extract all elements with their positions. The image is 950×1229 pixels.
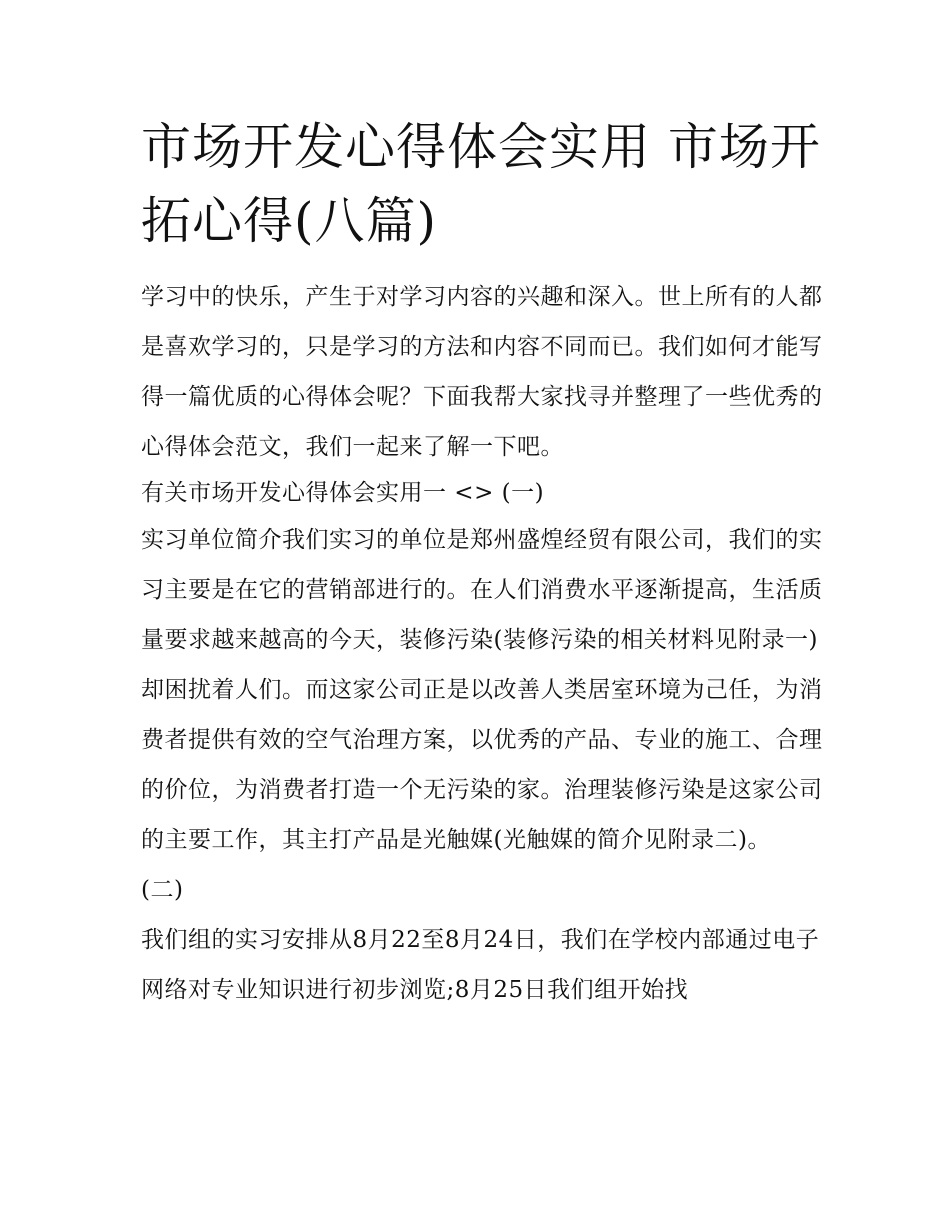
company-intro-paragraph: 实习单位简介我们实习的单位是郑州盛煌经贸有限公司，我们的实习主要是在它的营销部进行的。在人们消费水平逐渐提高，生活质量要求越来越高的今天，装修污染(装修污染的相关材料见附录一)却困扰着人们。而这家公司正是以改善人类居室环境为己任，为消费者提供有效的空气治理方案，以优秀的产品、专业的施工、合理的价位，为消费者打造一个无污染的家。治理装修污染是这家公司的主要工作，其主打产品是光触媒(光触媒的简介见附录二)。 bbox=[141, 527, 823, 853]
section-heading: 有关市场开发心得体会实用一 <> (一) bbox=[141, 480, 545, 506]
document-page bbox=[141, 110, 831, 1015]
section-number: (二) bbox=[141, 877, 184, 903]
document-title: 市场开发心得体会实用 市场开拓心得(八篇) bbox=[141, 118, 821, 250]
schedule-paragraph: 我们组的实习安排从8月22至8月24日，我们在学校内部通过电子网络对专业知识进行初步浏览;8月25日我们组开始找 bbox=[141, 927, 820, 1003]
intro-paragraph: 学习中的快乐，产生于对学习内容的兴趣和深入。世上所有的人都是喜欢学习的，只是学习的方法和内容不同而已。我们如何才能写得一篇优质的心得体会呢？下面我帮大家找寻并整理了一些优秀的心得体会范文，我们一起来了解一下吧。 bbox=[141, 284, 823, 460]
